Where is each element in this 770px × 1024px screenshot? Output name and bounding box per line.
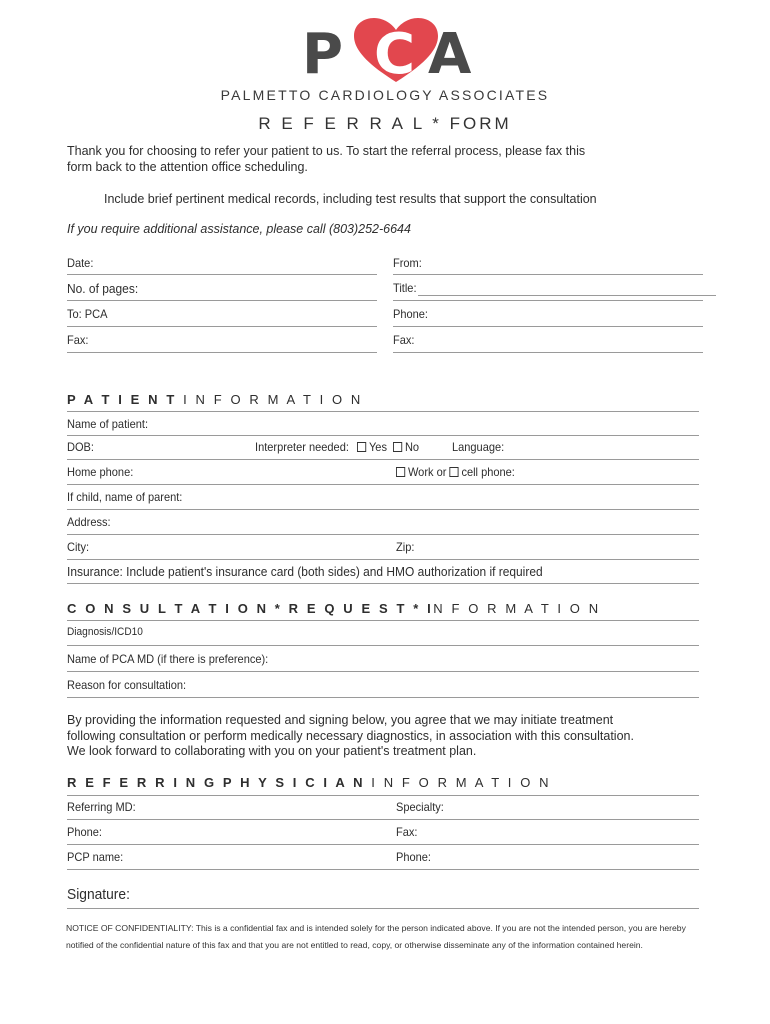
logo-letter-a: A bbox=[428, 22, 474, 87]
insurance-rule bbox=[67, 583, 699, 584]
cell-checkbox[interactable] bbox=[449, 467, 458, 477]
md-preference-label: Name of PCA MD (if there is preference): bbox=[67, 652, 269, 666]
pcp-phone-label: Phone: bbox=[396, 850, 432, 864]
intro-text-1: Thank you for choosing to refer your patient to us. To start the referral process, please fax this bbox=[67, 144, 586, 158]
dob-label: DOB: bbox=[67, 440, 94, 454]
city-label: City: bbox=[67, 540, 90, 554]
org-name: PALMETTO CARDIOLOGY ASSOCIATES bbox=[220, 87, 550, 103]
title-underline bbox=[393, 300, 703, 301]
work-checkbox[interactable] bbox=[396, 467, 405, 477]
yes-label: Yes bbox=[368, 440, 387, 454]
referring-phone-field[interactable] bbox=[67, 844, 699, 845]
pcp-name-field[interactable] bbox=[67, 869, 699, 870]
reason-field[interactable] bbox=[67, 697, 699, 698]
specialty-label: Specialty: bbox=[396, 800, 444, 814]
consultation-heading-bold: C O N S U L T A T I O N * R E Q U E S T * I bbox=[67, 601, 434, 616]
diagnosis-label: Diagnosis/ICD10 bbox=[67, 626, 143, 638]
patient-name-field[interactable] bbox=[67, 435, 699, 436]
title-label: Title: bbox=[393, 281, 417, 295]
home-phone-field[interactable] bbox=[67, 484, 699, 485]
reason-label: Reason for consultation: bbox=[67, 678, 187, 692]
yes-checkbox[interactable] bbox=[357, 442, 366, 452]
referring-heading-rest: I N F O R M A T I O N bbox=[365, 775, 552, 790]
logo-letter-c: C bbox=[374, 22, 418, 87]
include-records-text: Include brief pertinent medical records, including test results that support the consultation bbox=[104, 192, 597, 206]
address-field[interactable] bbox=[67, 534, 699, 535]
consultation-heading-rest: N F O R M A T I O N bbox=[433, 601, 601, 616]
phone-label: Phone: bbox=[393, 307, 429, 321]
interpreter-no-option[interactable] bbox=[393, 440, 419, 454]
fax-label-left: Fax: bbox=[67, 333, 89, 347]
form-title: R E F E R R A L * FORM bbox=[258, 114, 512, 133]
patient-name-label: Name of patient: bbox=[67, 417, 149, 431]
logo-letter-p: P bbox=[302, 22, 346, 87]
referring-section-heading bbox=[67, 775, 551, 790]
from-label: From: bbox=[393, 256, 422, 270]
agreement-line-1: By providing the information requested and signing below, you agree that we may initiate treatment bbox=[67, 713, 614, 727]
parent-name-field[interactable] bbox=[67, 509, 699, 510]
work-or-label: Work or bbox=[407, 465, 447, 479]
from-field[interactable] bbox=[393, 274, 703, 275]
referring-md-field[interactable] bbox=[67, 819, 699, 820]
title-field[interactable] bbox=[418, 295, 716, 296]
parent-name-label: If child, name of parent: bbox=[67, 490, 183, 504]
signature-label: Signature: bbox=[67, 886, 130, 903]
no-label: No bbox=[404, 440, 420, 454]
signature-field[interactable] bbox=[67, 908, 699, 909]
fax-field-left[interactable] bbox=[67, 352, 377, 353]
to-label: To: PCA bbox=[67, 307, 108, 321]
fax-field-right[interactable] bbox=[393, 352, 703, 353]
address-label: Address: bbox=[67, 515, 111, 529]
intro-text-2: form back to the attention office scheduling. bbox=[67, 160, 308, 174]
date-field[interactable] bbox=[67, 274, 377, 275]
pages-field[interactable] bbox=[67, 300, 377, 301]
interpreter-yes-option[interactable] bbox=[357, 440, 387, 454]
dob-field[interactable] bbox=[67, 459, 699, 460]
agreement-line-2: following consultation or perform medically necessary diagnostics, in association with this consultation. bbox=[67, 729, 634, 743]
patient-heading-rule bbox=[67, 411, 699, 412]
insurance-note: Insurance: Include patient's insurance card (both sides) and HMO authorization if required bbox=[67, 564, 543, 579]
zip-label: Zip: bbox=[396, 540, 415, 554]
pcp-name-label: PCP name: bbox=[67, 850, 124, 864]
consultation-section-heading bbox=[67, 601, 601, 616]
phone-field[interactable] bbox=[393, 326, 703, 327]
no-checkbox[interactable] bbox=[393, 442, 402, 452]
home-phone-label: Home phone: bbox=[67, 465, 134, 479]
assistance-text: If you require additional assistance, please call (803)252-6644 bbox=[67, 222, 411, 236]
consultation-heading-rule bbox=[67, 620, 699, 621]
patient-heading-rest: I N F O R M A T I O N bbox=[176, 392, 363, 407]
pca-logo bbox=[300, 16, 480, 87]
referring-heading-bold: R E F E R R I N G P H Y S I C I A N bbox=[67, 775, 366, 790]
language-label: Language: bbox=[452, 440, 505, 454]
pages-label: No. of pages: bbox=[67, 281, 139, 296]
agreement-line-3: We look forward to collaborating with you on your patient's treatment plan. bbox=[67, 744, 477, 758]
referring-md-label: Referring MD: bbox=[67, 800, 136, 814]
interpreter-label: Interpreter needed: bbox=[255, 440, 349, 454]
city-field[interactable] bbox=[67, 559, 699, 560]
to-field[interactable] bbox=[67, 326, 377, 327]
date-label: Date: bbox=[67, 256, 94, 270]
diagnosis-field[interactable] bbox=[67, 645, 699, 646]
confidentiality-notice: NOTICE OF CONFIDENTIALITY: This is a confidential fax and is intended solely for the person indicated above. If you are not the intended person, you are hereby notified of the confidential nature of this fax and that you are not entitled to read, copy, or otherwise disseminate any of the information contained herein. bbox=[66, 923, 686, 950]
patient-section-heading bbox=[67, 392, 363, 407]
referring-heading-rule bbox=[67, 795, 699, 796]
md-preference-field[interactable] bbox=[67, 671, 699, 672]
referring-fax-label: Fax: bbox=[396, 825, 418, 839]
patient-heading-bold: P A T I E N T bbox=[67, 392, 177, 407]
cell-phone-label: cell phone: bbox=[461, 465, 515, 479]
work-cell-option[interactable] bbox=[396, 465, 515, 479]
referring-phone-label: Phone: bbox=[67, 825, 103, 839]
fax-label-right: Fax: bbox=[393, 333, 415, 347]
